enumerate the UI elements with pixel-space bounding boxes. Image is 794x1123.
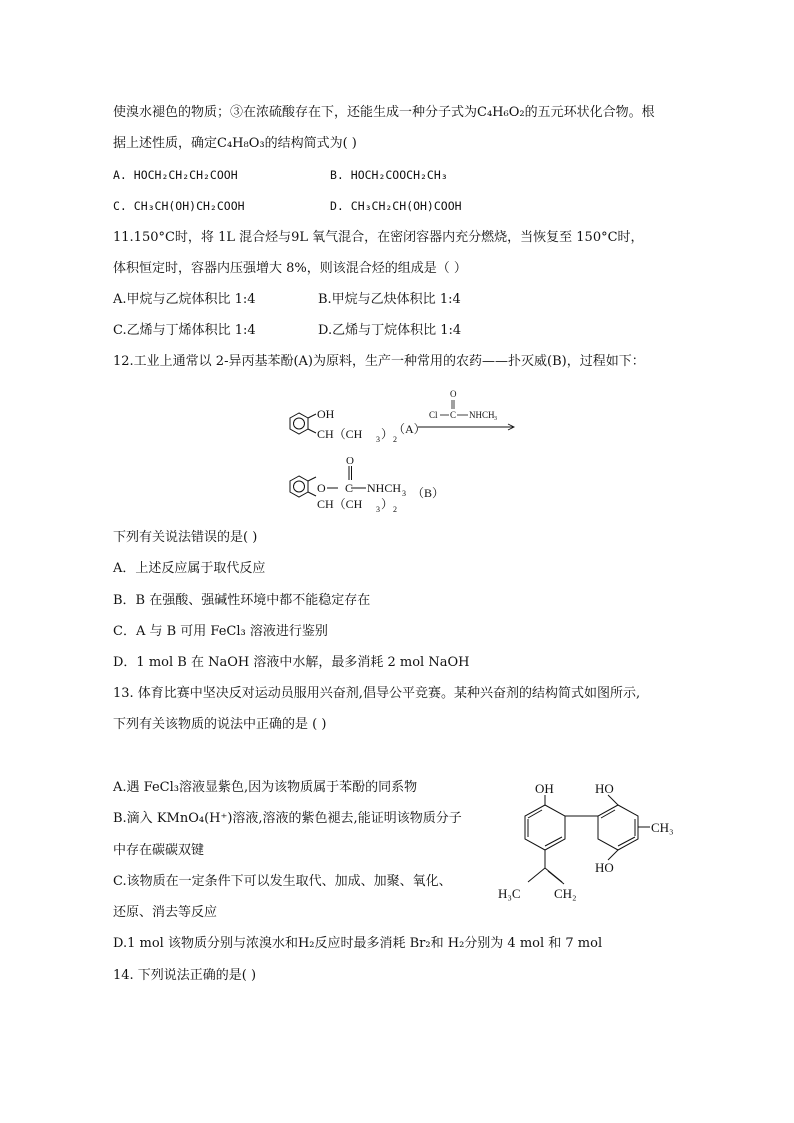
benzene-ring-a [290,413,316,434]
q10-option-a: A. HOCH₂CH₂CH₂COOH [113,168,238,182]
label-sub3: 3 [376,435,380,444]
q12-option-c: C．A 与 B 可用 FeCl₃ 溶液进行鉴别 [113,624,328,639]
q13-line2: 下列有关该物质的说法中正确的是 ( ) [113,717,327,732]
q12-option-d: D．1 mol B 在 NaOH 溶液中水解，最多消耗 2 mol NaOH [113,655,470,670]
benzene-ring-b [290,466,366,497]
q10-option-c: C. CH₃CH(OH)CH₂COOH [113,199,245,213]
prod-sub: 3 [402,489,406,498]
q12-line1: 12.工业上通常以 2-异丙基苯酚(A)为原料，生产一种常用的农药——扑灭威(B)，过程如下： [113,354,645,369]
q13-option-a: A.遇 FeCl₃溶液显紫色,因为该物质属于苯酚的同系物 [113,780,418,795]
q13-structure-diagram [490,780,690,910]
q13-option-c-line2: 还原、消去等反应 [113,905,218,920]
label-h3c: H₃C [498,886,521,901]
label-ch3-right: CH₃ [651,820,674,835]
q13-option-c-line1: C.该物质在一定条件下可以发生取代、加成、加聚、氧化、 [113,874,452,889]
q11-line2: 体积恒定时，容器内压强增大 8%，则该混合烃的组成是（ ） [113,261,467,276]
label-close-b: ） [381,497,394,511]
q12-line2: 下列有关说法错误的是( ) [113,530,258,545]
prod-c: C [345,481,354,495]
q12-option-a: A．上述反应属于取代反应 [113,561,266,576]
reaction-arrow [418,424,514,430]
label-a: （A） [393,422,426,436]
q11-option-b: B.甲烷与乙炔体积比 1:4 [318,292,461,307]
prod-o: O [317,481,326,495]
q11-option-a: A.甲烷与乙烷体积比 1:4 [113,292,256,307]
q13-option-b-line1: B.滴入 KMnO₄(H⁺)溶液,溶液的紫色褪去,能证明该物质分子 [113,811,462,826]
q13-line1: 13. 体育比赛中坚决反对运动员服用兴奋剂,倡导公平竞赛。某种兴奋剂的结构简式如图所示, [113,686,641,701]
prod-n: NHCH [367,481,402,495]
label-oh-left: OH [535,781,554,796]
label-b: （B） [412,486,445,500]
reagent-n: NHCH [469,410,495,420]
reagent-o: O [450,389,457,399]
q12-reaction-scheme [272,380,532,520]
q11-option-c: C.乙烯与丁烯体积比 1:4 [113,323,256,338]
label-ch-b: CH（CH [317,497,363,511]
prod-dbo: O [346,455,354,467]
q10-option-d: D. CH₃CH₂CH(OH)COOH [330,199,462,213]
reagent-c: C [450,410,457,420]
label-ch2: CH₂ [554,886,577,901]
q13-option-d: D.1 mol 该物质分别与浓溴水和H₂反应时最多消耗 Br₂和 H₂分别为 4 mol 和 7 mol [113,936,603,951]
q10-line1: 使溴水褪色的物质；③在浓硫酸存在下，还能生成一种分子式为C₄H₆O₂的五元环状化合物。根 [113,105,655,120]
label-sub3-b: 3 [376,505,380,514]
label-sub2: 2 [393,435,397,444]
q10-option-b: B. HOCH₂COOCH₂CH₃ [330,168,448,182]
q10-line2: 据上述性质，确定C₄H₈O₃的结构简式为( ) [113,136,357,151]
q14-line1: 14. 下列说法正确的是( ) [113,968,257,983]
label-sub2-b: 2 [393,505,397,514]
label-close: ） [381,427,394,441]
q11-line1: 11.150°C时，将 1L 混合烃与9L 氧气混合，在密闭容器内充分燃烧，当恢复至 150°C时， [113,230,644,245]
q12-option-b: B．B 在强酸、强碱性环境中都不能稳定存在 [113,593,371,608]
label-ch: CH（CH [317,427,363,441]
q11-option-d: D.乙烯与丁烷体积比 1:4 [318,323,462,338]
reagent-sub: 3 [494,416,497,422]
reagent-cl: Cl [429,410,438,420]
label-ho-bottom: HO [595,860,614,875]
q13-option-b-line2: 中存在碳碳双键 [113,843,205,858]
label-oh: OH [317,407,335,421]
label-ho-top: HO [595,781,614,796]
